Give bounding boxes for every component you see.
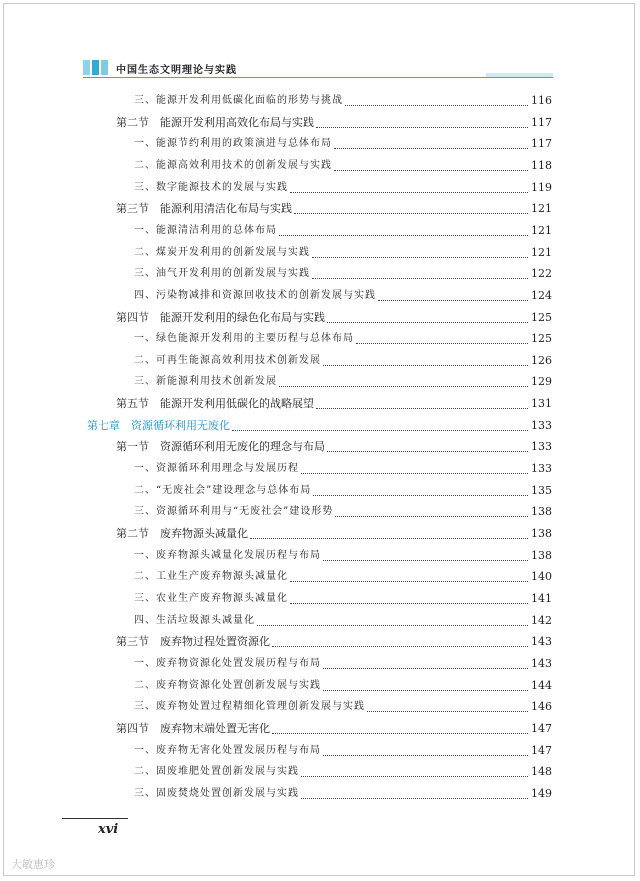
- toc-dot-leader: [334, 170, 528, 171]
- toc-entry-title: 第一节 资源循环利用无废化的理念与布局: [116, 440, 325, 454]
- toc-page-number: 125: [531, 332, 552, 346]
- toc-page-number: 121: [531, 223, 552, 237]
- toc-subsection-entry: [0, 742, 640, 760]
- toc-page-number: 118: [531, 158, 552, 172]
- header-bar-dark: [92, 60, 99, 75]
- toc-page-number: 147: [531, 721, 552, 735]
- toc-entry-title: 第五节 能源开发利用低碳化的战略展望: [116, 397, 314, 411]
- toc-page-number: 144: [531, 678, 552, 692]
- toc-page-number: 146: [531, 700, 552, 714]
- toc-subsection-entry: [0, 265, 640, 283]
- toc-subsection-entry: [0, 503, 640, 521]
- toc-subsection-entry: [0, 222, 640, 240]
- toc-page-number: 149: [531, 786, 552, 800]
- running-header: [83, 60, 553, 78]
- toc-entry-title: 第三节 废弃物过程处置资源化: [116, 635, 270, 649]
- book-title: 中国生态文明理论与实践: [116, 65, 237, 76]
- toc-entry-title: 第二节 能源开发利用高效化布局与实践: [116, 115, 314, 129]
- header-bar-light: [83, 60, 90, 75]
- toc-section-entry: [0, 720, 640, 738]
- toc-page-number: 142: [531, 613, 552, 627]
- toc-subsection-entry: [0, 763, 640, 781]
- toc-subsection-entry: [0, 612, 640, 630]
- toc-dot-leader: [345, 105, 528, 106]
- toc-entry-title: 二、能源高效利用技术的创新发展与实践: [134, 159, 332, 171]
- toc-dot-leader: [294, 213, 528, 214]
- toc-dot-leader: [323, 668, 528, 669]
- toc-page-number: 131: [531, 397, 552, 411]
- toc-section-entry: [0, 309, 640, 327]
- toc-dot-leader: [367, 711, 528, 712]
- toc-entry-title: 二、固废堆肥处置创新发展与实践: [134, 766, 299, 778]
- toc-entry-title: 第四节 废弃物末端处置无害化: [116, 721, 270, 735]
- toc-dot-leader: [327, 322, 528, 323]
- toc-entry-title: 二、“无废社会”建设理念与总体布局: [134, 484, 312, 496]
- toc-dot-leader: [356, 343, 528, 344]
- toc-subsection-entry: [0, 135, 640, 153]
- watermark-text: 大敏惠珍: [11, 858, 55, 871]
- toc-dot-leader: [250, 538, 528, 539]
- toc-subsection-entry: [0, 460, 640, 478]
- toc-subsection-entry: [0, 373, 640, 391]
- toc-entry-title: 四、生活垃圾源头减量化: [134, 614, 255, 626]
- toc-page-number: 125: [531, 310, 552, 324]
- toc-dot-leader: [272, 646, 528, 647]
- toc-entry-title: 三、固废焚烧处置创新发展与实践: [134, 787, 299, 799]
- footer-rule: [62, 818, 128, 819]
- toc-entry-title: 二、废弃物资源化处置创新发展与实践: [134, 679, 321, 691]
- toc-page-number: 147: [531, 743, 552, 757]
- page-number: xvi: [98, 822, 119, 837]
- toc-entry-title: 一、废弃物无害化处置发展历程与布局: [134, 744, 321, 756]
- toc-entry-title: 二、可再生能源高效利用技术创新发展: [134, 354, 321, 366]
- toc-chapter-entry: [0, 417, 640, 435]
- toc-entry-title: 三、数字能源技术的发展与实践: [134, 181, 288, 193]
- toc-dot-leader: [290, 581, 528, 582]
- toc-entry-title: 一、废弃物资源化处置发展历程与布局: [134, 657, 321, 669]
- toc-entry-title: 三、新能源利用技术创新发展: [134, 376, 277, 388]
- toc-page-number: 148: [531, 765, 552, 779]
- toc-page-number: 133: [531, 418, 552, 432]
- toc-dot-leader: [279, 235, 528, 236]
- toc-entry-title: 三、油气开发利用的创新发展与实践: [134, 268, 310, 280]
- toc-dot-leader: [316, 127, 528, 128]
- toc-entry-title: 三、资源循环利用与“无废社会”建设形势: [134, 506, 334, 518]
- toc-subsection-entry: [0, 590, 640, 608]
- toc-dot-leader: [327, 451, 528, 452]
- toc-entry-title: 二、煤炭开发利用的创新发展与实践: [134, 246, 310, 258]
- toc-entry-title: 四、污染物减排和资源回收技术的创新发展与实践: [134, 289, 376, 301]
- toc-subsection-entry: [0, 568, 640, 586]
- toc-dot-leader: [301, 473, 528, 474]
- toc-dot-leader: [290, 192, 528, 193]
- toc-page-number: 124: [531, 288, 552, 302]
- toc-page-number: 135: [531, 483, 552, 497]
- toc-page-number: 143: [531, 635, 552, 649]
- toc-page-number: 143: [531, 656, 552, 670]
- toc-subsection-entry: [0, 547, 640, 565]
- toc-subsection-entry: [0, 330, 640, 348]
- toc-section-entry: [0, 200, 640, 218]
- toc-dot-leader: [279, 386, 528, 387]
- toc-dot-leader: [313, 495, 528, 496]
- header-rule: [83, 77, 553, 78]
- toc-subsection-entry: [0, 352, 640, 370]
- toc-subsection-entry: [0, 482, 640, 500]
- toc-entry-title: 第七章 资源循环利用无废化: [87, 418, 230, 432]
- toc-page-number: 119: [531, 180, 552, 194]
- toc-entry-title: 一、能源清洁利用的总体布局: [134, 224, 277, 236]
- toc-entry-title: 第三节 能源利用清洁化布局与实践: [116, 202, 292, 216]
- toc-entry-title: 三、废弃物处置过程精细化管理创新发展与实践: [134, 701, 365, 713]
- toc-dot-leader: [323, 755, 528, 756]
- toc-dot-leader: [257, 625, 528, 626]
- toc-dot-leader: [334, 148, 528, 149]
- toc-page-number: 122: [531, 267, 552, 281]
- toc-page-number: 138: [531, 548, 552, 562]
- toc-entry-title: 一、资源循环利用理念与发展历程: [134, 463, 299, 475]
- toc-dot-leader: [323, 365, 528, 366]
- toc-subsection-entry: [0, 157, 640, 175]
- toc-page-number: 133: [531, 462, 552, 476]
- toc-page-number: 117: [531, 115, 552, 129]
- header-accent-bar: [486, 73, 553, 77]
- toc-dot-leader: [312, 257, 528, 258]
- toc-subsection-entry: [0, 655, 640, 673]
- toc-subsection-entry: [0, 244, 640, 262]
- toc-section-entry: [0, 438, 640, 456]
- toc-subsection-entry: [0, 785, 640, 803]
- toc-entry-title: 一、能源节约利用的政策演进与总体布局: [134, 138, 332, 150]
- toc-entry-title: 一、绿色能源开发利用的主要历程与总体布局: [134, 333, 354, 345]
- toc-dot-leader: [272, 733, 528, 734]
- toc-dot-leader: [290, 603, 528, 604]
- toc-entry-title: 第四节 能源开发利用的绿色化布局与实践: [116, 310, 325, 324]
- toc-entry-title: 一、废弃物源头减量化发展历程与布局: [134, 549, 321, 561]
- toc-page-number: 121: [531, 245, 552, 259]
- toc-subsection-entry: [0, 677, 640, 695]
- toc-page-number: 121: [531, 202, 552, 216]
- toc-page-number: 129: [531, 375, 552, 389]
- toc-subsection-entry: [0, 92, 640, 110]
- toc-page-number: 116: [531, 94, 552, 107]
- toc-entry-title: 三、农业生产废弃物源头减量化: [134, 592, 288, 604]
- toc-page-number: 133: [531, 440, 552, 454]
- toc-dot-leader: [378, 300, 528, 301]
- toc-section-entry: [0, 525, 640, 543]
- toc-dot-leader: [301, 798, 528, 799]
- toc-dot-leader: [335, 516, 528, 517]
- toc-section-entry: [0, 395, 640, 413]
- toc-page-number: 138: [531, 505, 552, 519]
- toc-entry-title: 第二节 废弃物源头减量化: [116, 527, 248, 540]
- toc-page-number: 138: [531, 527, 552, 540]
- toc-dot-leader: [323, 560, 528, 561]
- toc-page-number: 126: [531, 353, 552, 367]
- toc-dot-leader: [316, 408, 528, 409]
- toc-page-number: 141: [531, 591, 552, 605]
- toc-subsection-entry: [0, 698, 640, 716]
- toc-dot-leader: [232, 430, 528, 431]
- toc-page-number: 117: [531, 137, 552, 151]
- toc-dot-leader: [323, 690, 528, 691]
- toc-entry-title: 二、工业生产废弃物源头减量化: [134, 571, 288, 583]
- toc-dot-leader: [301, 776, 528, 777]
- toc-section-entry: [0, 633, 640, 651]
- toc-section-entry: [0, 114, 640, 132]
- toc-subsection-entry: [0, 179, 640, 197]
- toc-dot-leader: [312, 278, 528, 279]
- toc-subsection-entry: [0, 287, 640, 305]
- toc-page-number: 140: [531, 570, 552, 584]
- header-bar-mid: [101, 60, 108, 75]
- toc-entry-title: 三、能源开发利用低碳化面临的形势与挑战: [134, 95, 343, 106]
